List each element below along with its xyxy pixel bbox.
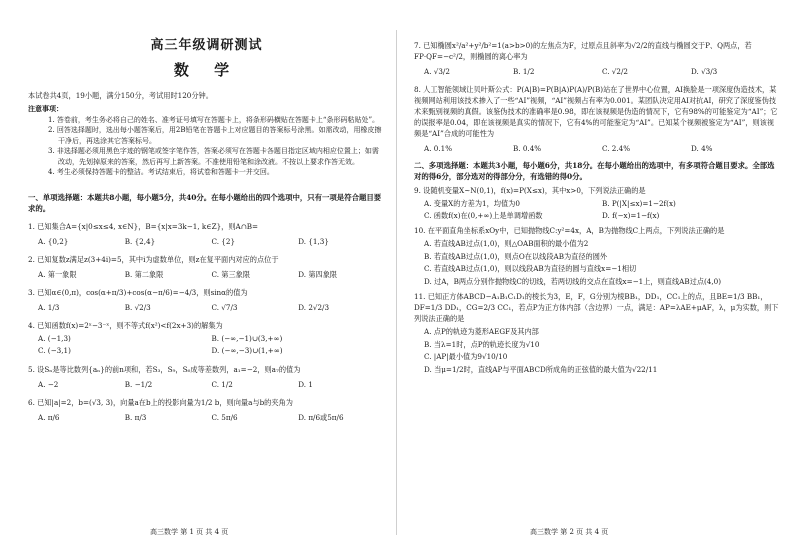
question-8-options bbox=[424, 143, 780, 154]
page-footer: 高三数学 第 2 页 共 4 页 bbox=[530, 528, 609, 536]
option: C. √7/3 bbox=[211, 302, 238, 312]
section-heading-1: 一、单项选择题：本题共8小题，每小题5分，共40分。在每小题给出的四个选项中，只有一项是符合题目要求的。 bbox=[28, 192, 382, 213]
question-stem: 2. 已知复数z满足z(3+4i)=5，其中i为虚数单位，则z在复平面内对应的点位于 bbox=[28, 254, 279, 264]
question-6-options bbox=[38, 412, 385, 423]
question-5 bbox=[28, 364, 385, 375]
question-3-options bbox=[38, 302, 385, 313]
option: A. 0.1% bbox=[424, 144, 453, 153]
option: D. f(−x)=1−f(x) bbox=[602, 211, 660, 220]
question-2 bbox=[28, 254, 385, 265]
page-footer: 高三数学 第 1 页 共 4 页 bbox=[150, 528, 229, 536]
option: D. π/6或5π/6 bbox=[298, 412, 344, 422]
question-9 bbox=[414, 185, 780, 196]
option: C. 1/2 bbox=[211, 379, 233, 389]
page-divider bbox=[396, 30, 397, 535]
question-stem: 4. 已知函数f(x)=2ˣ−3⁻ˣ，则不等式f(x²)<f(2x+3)的解集为 bbox=[28, 320, 223, 330]
exam-page-1 bbox=[0, 0, 395, 547]
option: B. {2,4} bbox=[124, 236, 156, 246]
question-8 bbox=[414, 84, 780, 139]
notes-label: 注意事项： bbox=[28, 104, 63, 113]
option: D. 当μ=1/2时，直线AP与平面ABCD所成角的正弦值的最大值为√22/11 bbox=[424, 364, 658, 374]
section-heading-2: 二、多项选择题：本题共3小题，每小题6分，共18分。在每小题给出的选项中，有多项符合题目要求。全部选对的得6分，部分选对的得部分分，有选错的得0分。 bbox=[414, 161, 775, 181]
option: A. 点P的轨迹为菱形AEGF及其内部 bbox=[424, 327, 539, 336]
question-stem: 5. 设Sₙ是等比数列{aₙ}的前n项和，若S₃，S₉，S₆成等差数列，a₁=−2，则a₇的值为 bbox=[28, 364, 301, 374]
question-10-options bbox=[424, 238, 780, 288]
option: C. 若直线AB过点(1,0)，则以线段AB为直径的圆与直线x=−1相切 bbox=[424, 264, 637, 273]
exam-page-2 bbox=[400, 0, 794, 547]
question-6 bbox=[28, 397, 385, 408]
option: A. 第一象限 bbox=[38, 269, 77, 279]
option: A. 若直线AB过点(1,0)，则△OAB面积的最小值为2 bbox=[424, 239, 589, 248]
option: B. −1/2 bbox=[124, 379, 153, 389]
option: C. √2/2 bbox=[602, 67, 628, 76]
option: B. 0.4% bbox=[513, 144, 542, 153]
option: A. {0,2} bbox=[38, 236, 69, 246]
question-7-options bbox=[424, 66, 780, 77]
option: D. (−∞,−3)∪(1,+∞) bbox=[211, 345, 283, 355]
option: D. 第四象限 bbox=[298, 269, 338, 279]
question-stem: 8. 人工智能领域让贝叶斯公式：P(A|B)=P(B|A)P(A)/P(B)站在了世界中心位置，AI换脸是一项深度伪造技术，某视频网站利用该技术掺入了一些“AI”视频，“AI”视频占有率为0.001。某团队决定用AI对抗AI，研究了深度鉴伪技术来甄别视频的真假。该鉴伪技术的准确率是0.98，即在该视频是伪造的情况下，它有98%的可能鉴定为“AI”；它的误报率是0.04，即在该视频是真实的情况下，它有4%的可能鉴定为“AI”。已知某个视频被鉴定为“AI”，则该视频是“AI”合成的可能性为 bbox=[414, 85, 778, 138]
note-item: 3. 非选择题必须用黑色字迹的钢笔或签字笔作答，答案必须写在答题卡各题目指定区域内相应位置上；如需改动，先划掉原来的答案，然后再写上新答案。不准使用铅笔和涂改液。不按以上要求作答无效。 bbox=[48, 147, 379, 166]
question-stem: 10. 在平面直角坐标系xOy中，已知抛物线C:y²=4x，A，B为抛物线C上两点，下列说法正确的是 bbox=[414, 226, 725, 235]
question-9-options bbox=[424, 198, 780, 222]
subject-title: 数 学 bbox=[173, 61, 240, 79]
note-item: 2. 回答选择题时，选出每小题答案后，用2B铅笔在答题卡上对应题目的答案标号涂黑。如需改动，用橡皮擦干净后，再选涂其它答案标号。 bbox=[48, 126, 382, 145]
option: A. π/6 bbox=[38, 412, 60, 422]
question-2-options bbox=[38, 269, 385, 280]
question-4 bbox=[28, 320, 385, 331]
question-stem: 9. 设随机变量X~N(0,1)，f(x)=P(X≤x)，其中x>0，下列说法正确的是 bbox=[414, 186, 646, 195]
option: D. 1 bbox=[298, 379, 313, 389]
option: B. √2/3 bbox=[124, 302, 151, 312]
option: B. (−∞,−1)∪(3,+∞) bbox=[211, 333, 283, 343]
notes-block bbox=[28, 104, 385, 178]
option: D. 2√2/3 bbox=[298, 302, 330, 312]
option: A. −2 bbox=[38, 379, 59, 389]
question-11 bbox=[414, 291, 780, 324]
option: A. 变量X的方差为1，均值为0 bbox=[424, 199, 520, 208]
question-7 bbox=[414, 40, 780, 62]
question-stem: 7. 已知椭圆x²/a²+y²/b²=1(a>b>0)的左焦点为F，过原点且斜率为√2/2的直线与椭圆交于P、Q两点，若FP·QF=−c²/2，则椭圆的离心率为 bbox=[414, 41, 752, 61]
question-5-options bbox=[38, 379, 385, 390]
exam-title: 高三年级调研测试 bbox=[150, 38, 263, 53]
option: C. 2.4% bbox=[602, 144, 631, 153]
option: D. 4% bbox=[691, 144, 713, 153]
option: A. 1/3 bbox=[38, 302, 60, 312]
question-stem: 3. 已知α∈(0,π)，cos(α+π/3)+cos(α−π/6)=−4/3，则sinα的值为 bbox=[28, 287, 248, 297]
question-10 bbox=[414, 225, 780, 236]
note-item: 4. 考生必须保持答题卡的整洁。考试结束后，将试卷和答题卡一并交回。 bbox=[48, 168, 274, 176]
question-stem: 1. 已知集合A={x|0≤x≤4, x∈N}，B={x|x=3k−1, k∈Z}，则A∩B= bbox=[28, 221, 259, 231]
option: C. {2} bbox=[211, 236, 236, 246]
option: B. 当λ=1时，点P的轨迹长度为√10 bbox=[424, 339, 540, 349]
option: B. 第二象限 bbox=[124, 269, 164, 279]
option: C. 第三象限 bbox=[211, 269, 251, 279]
option: B. 1/2 bbox=[513, 67, 535, 76]
option: D. √3/3 bbox=[691, 67, 718, 76]
option: D. 过A，B两点分别作抛物线C的切线，若两切线的交点在直线x=−1上，则直线AB过点(4,0) bbox=[424, 276, 722, 286]
option: C. 函数f(x)在(0,+∞)上是单调增函数 bbox=[424, 211, 543, 220]
option: D. {1,3} bbox=[298, 236, 329, 246]
question-1-options bbox=[38, 236, 385, 247]
question-3 bbox=[28, 287, 385, 298]
option: B. P(|X|≤x)=1−2f(x) bbox=[602, 199, 676, 208]
option: B. 若直线AB过点(1,0)，则点O在以线段AB为直径的圆外 bbox=[424, 251, 608, 261]
question-4-options bbox=[38, 333, 385, 357]
option: C. 5π/6 bbox=[211, 412, 238, 422]
option: B. π/3 bbox=[124, 412, 147, 422]
question-stem: 6. 已知|a|=2，b=(√3, 3)，向量a在b上的投影向量为1/2 b，则向量a与b的夹角为 bbox=[28, 397, 293, 407]
note-item: 1. 答卷前，考生务必将自己的姓名、准考证号填写在答题卡上，将条形码横贴在答题卡上“条形码粘贴处”。 bbox=[48, 115, 380, 124]
option: C. |AP|最小值为9√10/10 bbox=[424, 352, 508, 361]
option: A. √3/2 bbox=[424, 67, 450, 76]
question-stem: 11. 已知正方体ABCD−A₁B₁C₁D₁的棱长为3，E，F，G分别为棱BB₁，DD₁，CC₁上的点，且BE=1/3 BB₁，DF=1/3 DD₁，CG=2/3 CC₁，若点P为正方体内部（含边界）一点，满足：AP=λAE+μAF，λ，μ为实数，则下列说法正确的是 bbox=[414, 292, 779, 323]
exam-info: 本试卷共4页，19小题，满分150分，考试用时120分钟。 bbox=[28, 91, 213, 100]
option: C. (−3,1) bbox=[38, 345, 71, 355]
option: A. (−1,3) bbox=[38, 333, 71, 343]
question-11-options bbox=[424, 326, 780, 376]
question-1 bbox=[28, 221, 385, 232]
